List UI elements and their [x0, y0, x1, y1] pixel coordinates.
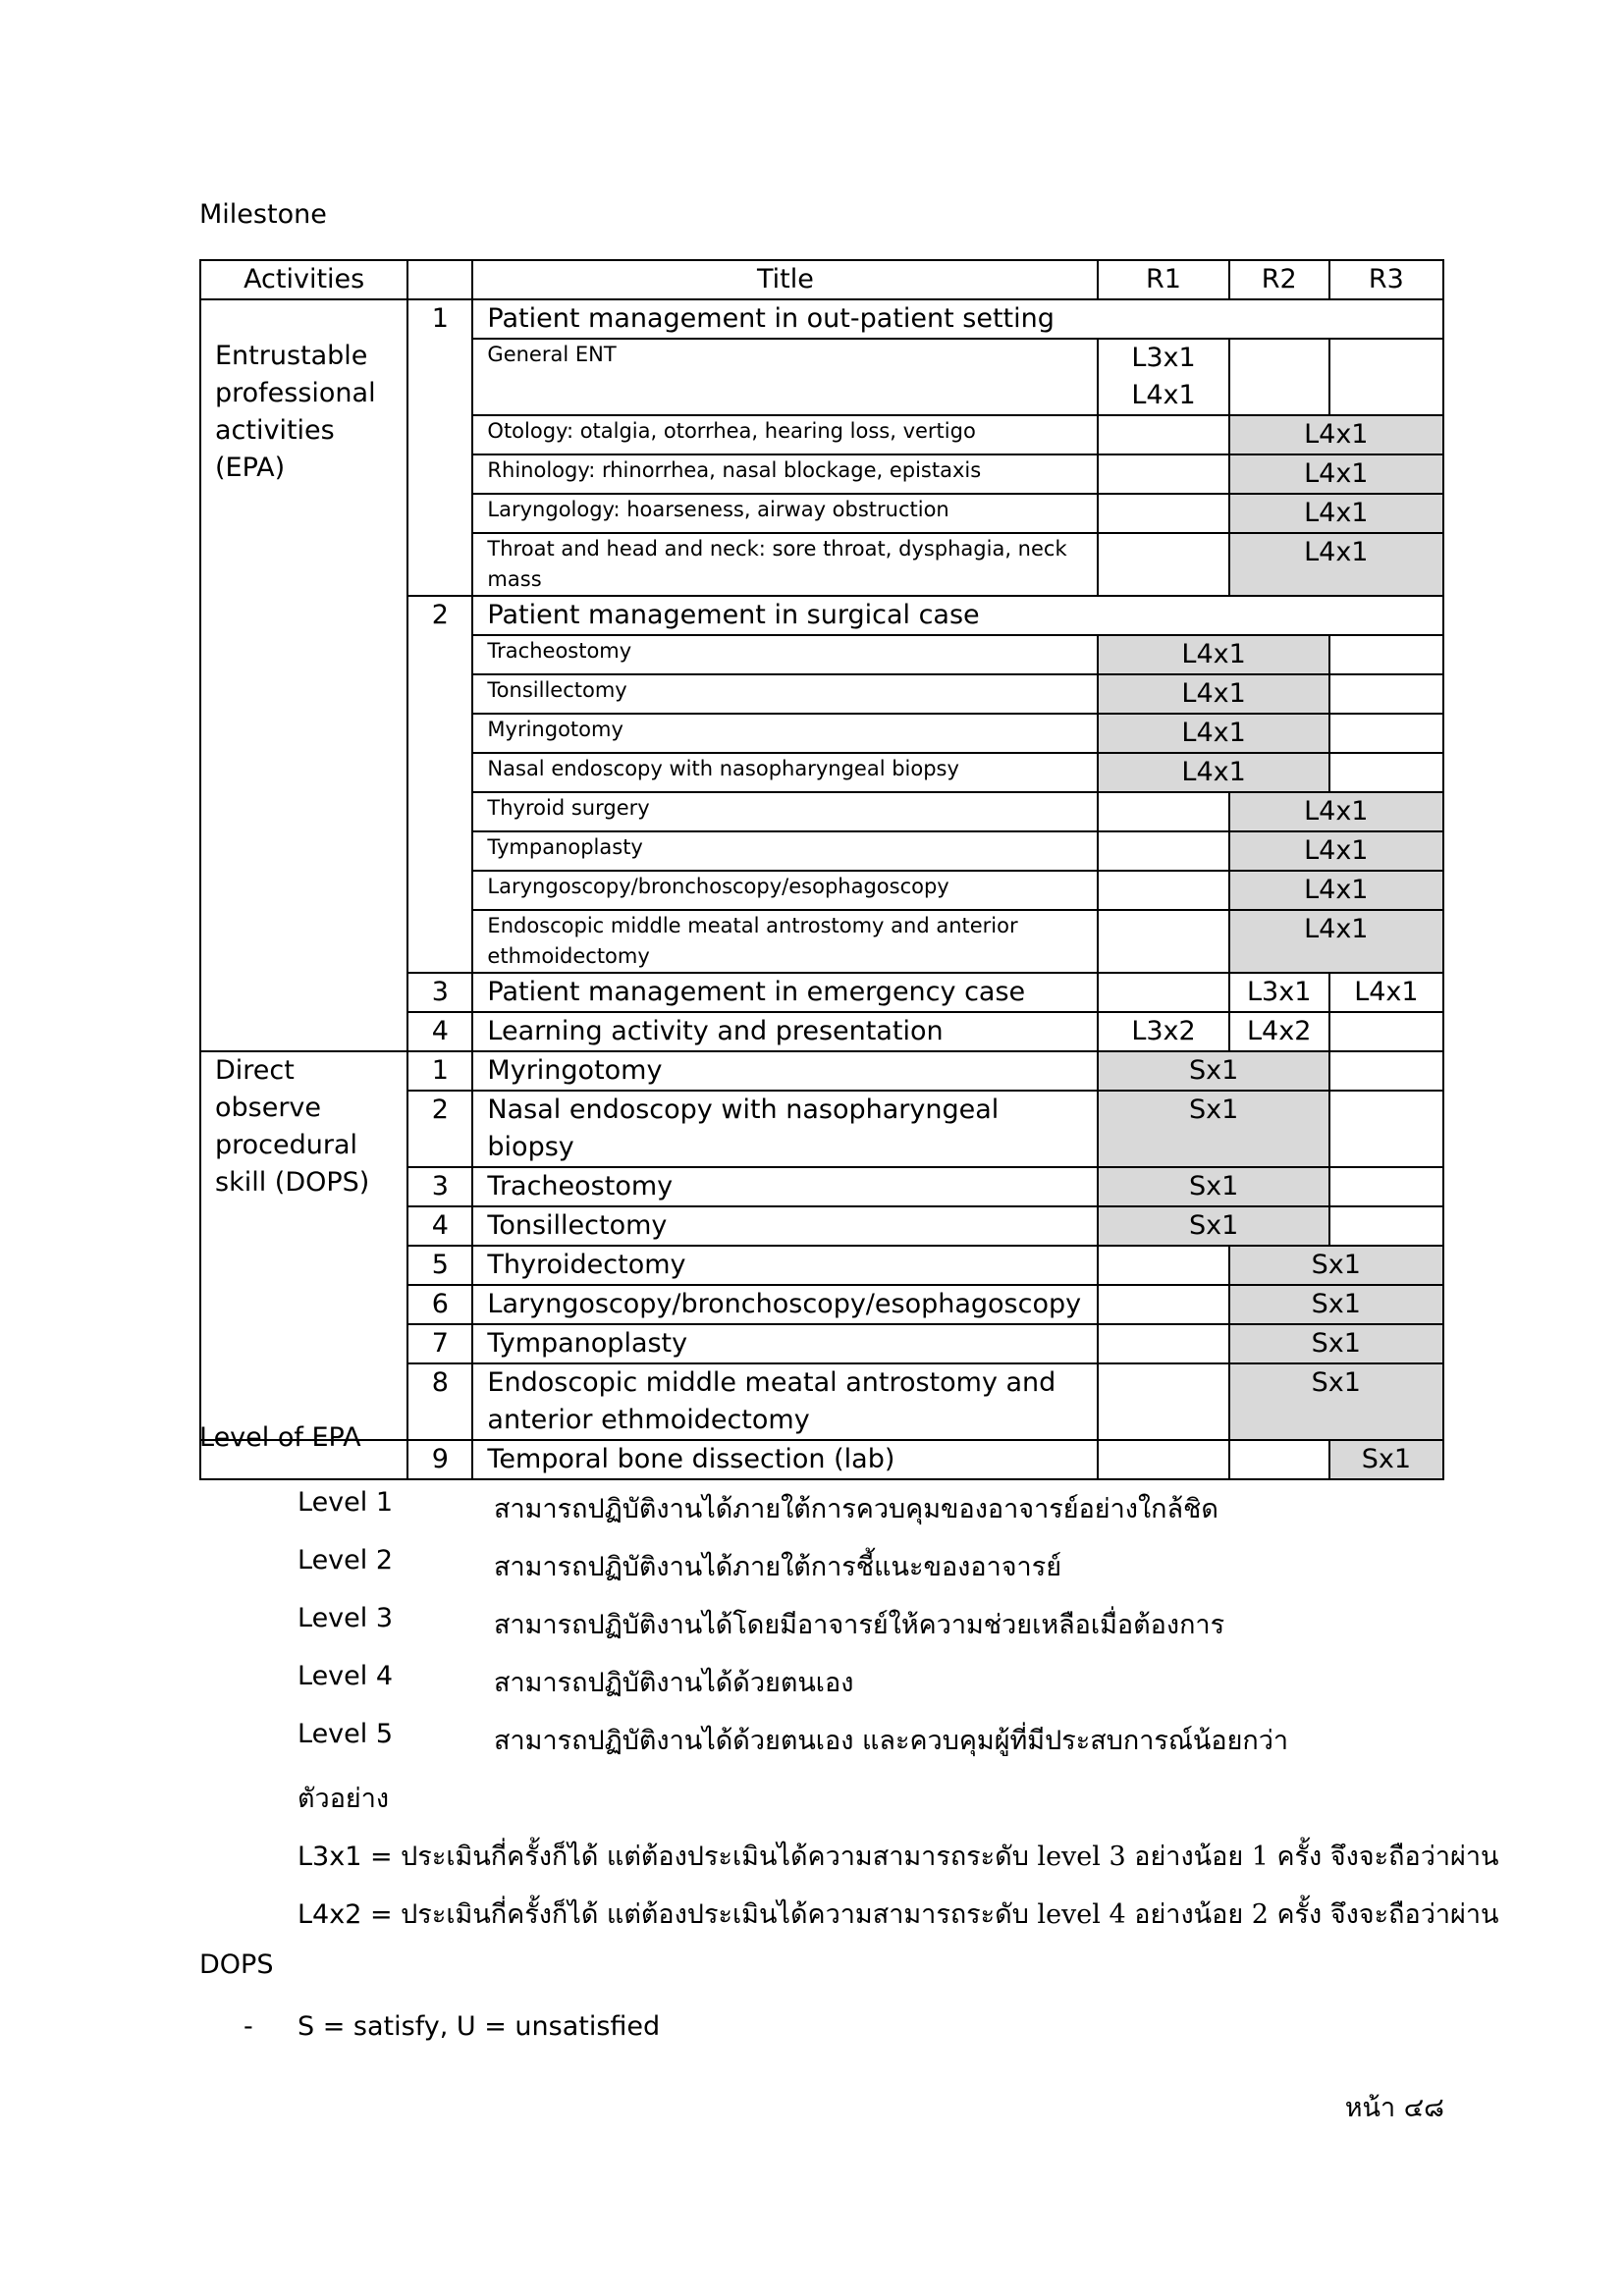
bullet-dash: - [244, 2011, 253, 2042]
example-code: L4x2 = [298, 1899, 402, 1930]
dops9-r1-value [1098, 1440, 1228, 1479]
header-number [407, 260, 472, 299]
example-text: ประเมินกี่ครั้งก็ได้ แต่ต้องประเมินได้ความสามารถระดับ level 4 อย่างน้อย 2 ครั้ง จึงจะถือว่าผ่าน [401, 1899, 1499, 1930]
table-header-row [200, 260, 1443, 299]
dops9-r3-value: Sx1 [1329, 1440, 1443, 1479]
example-code: L3x1 = [298, 1842, 402, 1872]
dops-r12-value: Sx1 [1098, 1051, 1328, 1091]
epa1-sub-title: Laryngology: hoarseness, airway obstruction [472, 494, 1098, 533]
epa3-number: 3 [407, 973, 472, 1012]
header-r2: R2 [1229, 260, 1329, 299]
epa4-r2-value: L4x2 [1229, 1012, 1329, 1051]
epa1-r1-value [1098, 415, 1228, 454]
header-title: Title [472, 260, 1098, 299]
epa2-r23-value: L4x1 [1229, 831, 1443, 871]
epa1-r23-value: L4x1 [1229, 533, 1443, 596]
dops9-number: 9 [407, 1440, 472, 1479]
dops-number: 3 [407, 1167, 472, 1206]
epa4-title: Learning activity and presentation [472, 1012, 1098, 1051]
example-text: ประเมินกี่ครั้งก็ได้ แต่ต้องประเมินได้ความสามารถระดับ level 3 อย่างน้อย 1 ครั้ง จึงจะถือว่าผ่าน [401, 1842, 1499, 1872]
epa1-r1-value [1098, 494, 1228, 533]
level-name: Level 1 [298, 1487, 394, 1518]
level-description: สามารถปฏิบัติงานได้ด้วยตนเอง [494, 1668, 854, 1698]
dops-r12-value: Sx1 [1098, 1167, 1328, 1206]
epa4-number: 4 [407, 1012, 472, 1051]
dops-r1-value [1098, 1246, 1228, 1285]
dops-r3-value [1329, 1051, 1443, 1091]
example-label: ตัวอย่าง [298, 1784, 390, 1814]
header-activities: Activities [200, 260, 407, 299]
epa2-sub-title: Tympanoplasty [472, 831, 1098, 871]
level-name: Level 5 [298, 1719, 394, 1749]
level-name: Level 4 [298, 1661, 394, 1691]
epa2-sub-title: Laryngoscopy/bronchoscopy/esophagoscopy [472, 871, 1098, 910]
table-row [200, 1051, 1443, 1091]
epa1-r23-value: L4x1 [1229, 494, 1443, 533]
epa2-r1-value [1098, 831, 1228, 871]
epa2-r1-value [1098, 910, 1228, 973]
epa2-r3-value [1329, 635, 1443, 674]
dops-r1-value [1098, 1285, 1228, 1324]
dops-number: 4 [407, 1206, 472, 1246]
dops-number: 8 [407, 1363, 472, 1440]
level-name: Level 3 [298, 1603, 394, 1633]
epa2-sub-title: Tonsillectomy [472, 674, 1098, 714]
level-description: สามารถปฏิบัติงานได้โดยมีอาจารย์ให้ความช่วยเหลือเมื่อต้องการ [494, 1610, 1225, 1640]
epa1-r23-value: L4x1 [1229, 415, 1443, 454]
epa1-r1-value: L3x1 L4x1 [1098, 339, 1228, 415]
table-row [200, 1440, 1443, 1479]
epa1-sub-title: Otology: otalgia, otorrhea, hearing loss, vertigo [472, 415, 1098, 454]
dops-number: 6 [407, 1285, 472, 1324]
page-heading: Milestone [199, 199, 327, 230]
dops-title: Tonsillectomy [472, 1206, 1098, 1246]
epa1-r1-value [1098, 533, 1228, 596]
level-description: สามารถปฏิบัติงานได้ด้วยตนเอง และควบคุมผู้ที่มีประสบการณ์น้อยกว่า [494, 1726, 1289, 1756]
dops-number: 1 [407, 1051, 472, 1091]
dops-title: Nasal endoscopy with nasopharyngeal biopsy [472, 1091, 1098, 1167]
level-of-epa-heading: Level of EPA [199, 1422, 361, 1453]
level-description: สามารถปฏิบัติงานได้ภายใต้การควบคุมของอาจารย์อย่างใกล้ชิด [494, 1494, 1218, 1524]
epa1-title: Patient management in out-patient setting [472, 299, 1443, 339]
header-r3: R3 [1329, 260, 1443, 299]
epa3-r3-value: L4x1 [1329, 973, 1443, 1012]
epa1-r3-value [1329, 339, 1443, 415]
epa3-r2-value: L3x1 [1229, 973, 1329, 1012]
dops-r3-value [1329, 1091, 1443, 1167]
dops-number: 2 [407, 1091, 472, 1167]
dops-r12-value: Sx1 [1098, 1206, 1328, 1246]
dops-title: Laryngoscopy/bronchoscopy/esophagoscopy [472, 1285, 1098, 1324]
epa2-r1-value [1098, 871, 1228, 910]
dops-r1-value [1098, 1363, 1228, 1440]
table-body [200, 299, 1443, 1479]
dops9-title: Temporal bone dissection (lab) [472, 1440, 1098, 1479]
dops-title: Myringotomy [472, 1051, 1098, 1091]
epa2-r1-value [1098, 792, 1228, 831]
dops-r3-value [1329, 1167, 1443, 1206]
epa2-r3-value [1329, 674, 1443, 714]
epa1-r23-value: L4x1 [1229, 454, 1443, 494]
epa2-sub-title: Nasal endoscopy with nasopharyngeal biopsy [472, 753, 1098, 792]
epa1-r1-value [1098, 454, 1228, 494]
dops-title: Tympanoplasty [472, 1324, 1098, 1363]
example-line [298, 1893, 1498, 1935]
dops-r23-value: Sx1 [1229, 1246, 1443, 1285]
epa2-r23-value: L4x1 [1229, 871, 1443, 910]
dops-number: 5 [407, 1246, 472, 1285]
epa2-r3-value [1329, 714, 1443, 753]
epa2-r12-value: L4x1 [1098, 753, 1328, 792]
epa1-sub-title: General ENT [472, 339, 1098, 415]
dops-r23-value: Sx1 [1229, 1324, 1443, 1363]
table-row [200, 299, 1443, 339]
dops-r12-value: Sx1 [1098, 1091, 1328, 1167]
epa-label: Entrustable professional activities (EPA) [200, 299, 407, 1051]
dops-r23-value: Sx1 [1229, 1363, 1443, 1440]
epa4-r1-value: L3x2 [1098, 1012, 1228, 1051]
epa1-sub-title: Rhinology: rhinorrhea, nasal blockage, epistaxis [472, 454, 1098, 494]
dops9-r2-value [1229, 1440, 1329, 1479]
epa2-sub-title: Thyroid surgery [472, 792, 1098, 831]
epa1-r2-value [1229, 339, 1329, 415]
epa4-r3-value [1329, 1012, 1443, 1051]
epa2-sub-title: Myringotomy [472, 714, 1098, 753]
epa2-sub-title: Endoscopic middle meatal antrostomy and anterior ethmoidectomy [472, 910, 1098, 973]
epa2-r12-value: L4x1 [1098, 635, 1328, 674]
epa2-title: Patient management in surgical case [472, 596, 1443, 635]
dops-r3-value [1329, 1206, 1443, 1246]
dops-label: Direct observe procedural skill (DOPS) [200, 1051, 407, 1440]
page-number: หน้า ๔๘ [1344, 2093, 1444, 2123]
example-line [298, 1835, 1498, 1877]
epa3-title: Patient management in emergency case [472, 973, 1098, 1012]
epa1-sub-title: Throat and head and neck: sore throat, dysphagia, neck mass [472, 533, 1098, 596]
epa2-r23-value: L4x1 [1229, 910, 1443, 973]
dops-number: 7 [407, 1324, 472, 1363]
dops-heading: DOPS [199, 1949, 274, 1980]
epa2-r12-value: L4x1 [1098, 674, 1328, 714]
level-description: สามารถปฏิบัติงานได้ภายใต้การชี้แนะของอาจารย์ [494, 1552, 1062, 1582]
epa2-number: 2 [407, 596, 472, 973]
dops-title: Endoscopic middle meatal antrostomy and anterior ethmoidectomy [472, 1363, 1098, 1440]
dops-title: Tracheostomy [472, 1167, 1098, 1206]
dops-r23-value: Sx1 [1229, 1285, 1443, 1324]
milestone-table [199, 259, 1444, 1480]
epa2-sub-title: Tracheostomy [472, 635, 1098, 674]
epa2-r23-value: L4x1 [1229, 792, 1443, 831]
epa3-r1-value [1098, 973, 1228, 1012]
dops-title: Thyroidectomy [472, 1246, 1098, 1285]
epa2-r3-value [1329, 753, 1443, 792]
epa1-number: 1 [407, 299, 472, 596]
dops-r1-value [1098, 1324, 1228, 1363]
header-r1: R1 [1098, 260, 1228, 299]
level-name: Level 2 [298, 1545, 394, 1575]
dops-legend: S = satisfy, U = unsatisfied [298, 2011, 661, 2042]
epa2-r12-value: L4x1 [1098, 714, 1328, 753]
